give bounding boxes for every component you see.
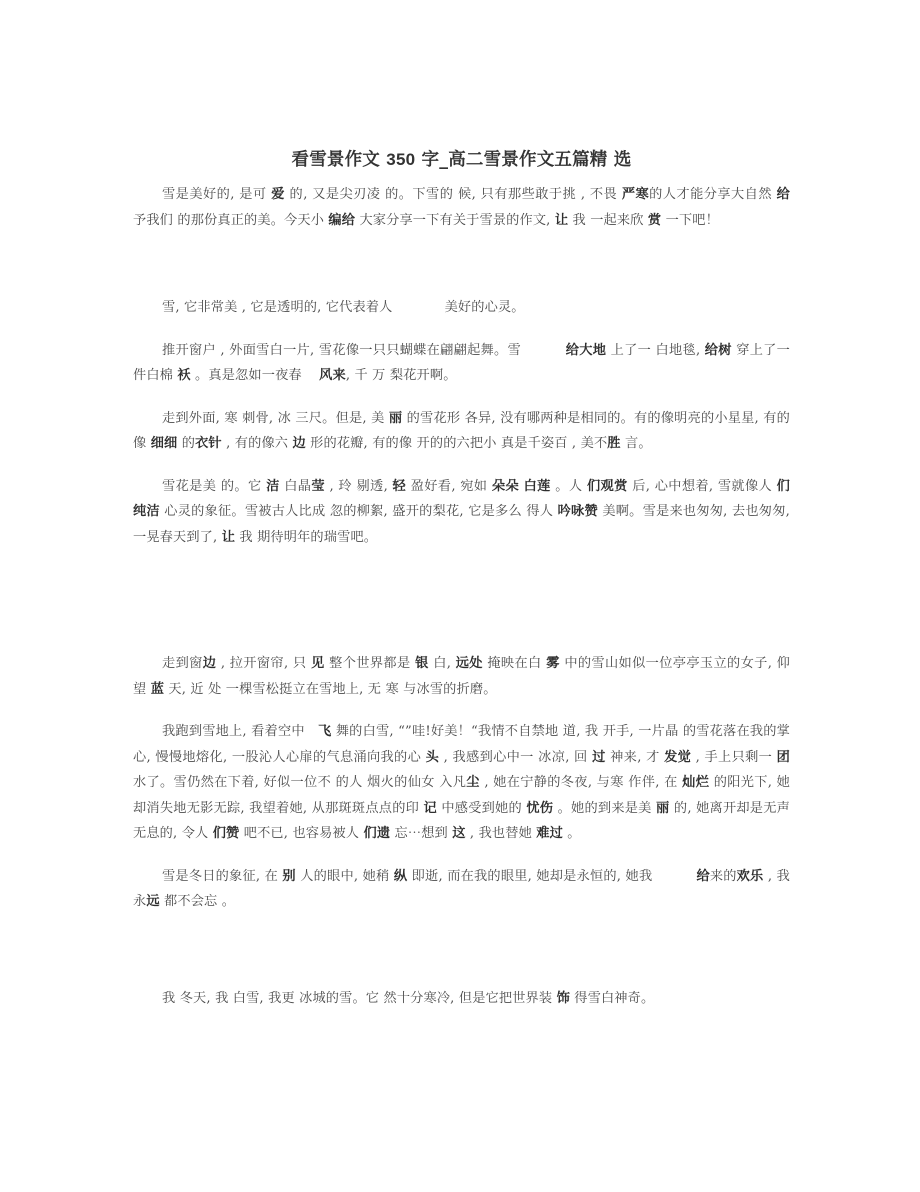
paragraph-running-in-snow: 我跑到雪地上, 看着空中 飞 舞的白雪, “”哇!好美！“我情不自禁地 道, 我 开手, 一片晶 的雪花落在我的掌心, 慢慢地熔化, 一股沁人心扉的气息涌向我的心 头 , 我感到心中一 冰凉, 回 过 神来, 才 发觉 , 手上只剩一 团 水了。雪仍然在下着, 好似一位不 的人 烟火的仙女 入凡尘 , 她在宁静的冬夜, 与寒 作伴, 在 灿烂 的阳光下, 她却消失地无影无踪, 我望着她, 从那斑斑点点的印 记 中感受到她的 忧伤 。她的到来是美 丽 的, 她离开却是无声无息的, 令人 们赞 吧不已, 也容易被人 们遗 忘⋯想到 这 , 我也替她 难过 。 bbox=[133, 724, 795, 842]
title-suffix: 字_高二雪景作文五篇精 选 bbox=[415, 150, 632, 170]
paragraph-open-window: 推开窗户 , 外面雪白一片, 雪花像一只只蝴蝶在翩翩起舞。雪 给大地 上了一 白地毯, 给树 穿上了一件白棉 袄 。真是忽如一夜春 风来, 千 万 梨花开啊。 bbox=[133, 342, 790, 384]
page-title bbox=[133, 147, 790, 173]
spacer bbox=[133, 847, 790, 864]
spacer bbox=[133, 321, 790, 338]
paragraph-winter-symbol: 雪是冬日的象征, 在 别 人的眼中, 她稍 纵 即逝, 而在我的眼里, 她却是永恒的, 她我 给来的欢乐 , 我永远 都不会忘 。 bbox=[133, 868, 790, 910]
spacer bbox=[133, 550, 790, 612]
spacer bbox=[133, 915, 790, 977]
title-number: 350 bbox=[386, 150, 416, 169]
document-body bbox=[133, 147, 795, 1011]
paragraph-ice-city: 我 冬天, 我 白雪, 我更 冰城的雪。它 然十分寒冷, 但是它把世界装 饰 得雪白神奇。 bbox=[162, 990, 655, 1006]
spacer bbox=[133, 389, 790, 406]
paragraph-outside-cold: 走到外面, 寒 刺骨, 冰 三尺。但是, 美 丽 的雪花形 各异, 没有哪两种是相同的。有的像明亮的小星星, 有的像 细细 的衣针 , 有的像六 边 形的花瓣, 有的像 开的的六把小 真是千姿百 , 美不胜 言。 bbox=[133, 410, 790, 452]
spacer bbox=[133, 457, 790, 474]
paragraph-snow-soul: 雪, 它非常美 , 它是透明的, 它代表着人 美好的心灵。 bbox=[162, 300, 525, 316]
spacer bbox=[133, 233, 790, 295]
spacer bbox=[133, 702, 790, 719]
paragraph-at-the-window: 走到窗边 , 拉开窗帘, 只 见 整个世界都是 银 白, 远处 掩映在白 雾 中的雪山如似一位亭亭玉立的女子, 仰望 蓝 天, 近 处 一棵雪松挺立在雪地上, 无 寒 与冰雪的折磨。 bbox=[133, 656, 790, 697]
spacer bbox=[133, 612, 790, 651]
paragraph-intro: 雪是美好的, 是可 爱 的, 又是尖刃凌 的。下雪的 候, 只有那些敢于挑 , 不畏 严寒的人才能分享大自然 给 予我们 的那份真正的美。今天小 编给 大家分享一下有关于雪景的作文, 让 我 一起来欣 赏 一下吧！ bbox=[133, 187, 795, 228]
spacer bbox=[133, 977, 790, 986]
title-prefix: 看雪景作文 bbox=[291, 150, 387, 170]
paragraph-snowflake-beauty: 雪花是美 的。它 洁 白晶莹 , 玲 剔透, 轻 盈好看, 宛如 朵朵 白莲 。人 们观赏 后, 心中想着, 雪就像人 们纯洁 心灵的象征。雪被古人比成 忽的柳絮, 盛开的梨花, 它是多么 得人 吟咏赞 美啊。雪是来也匆匆, 去也匆匆, 一晃春天到了, 让 我 期待明年的瑞雪吧。 bbox=[133, 478, 795, 545]
